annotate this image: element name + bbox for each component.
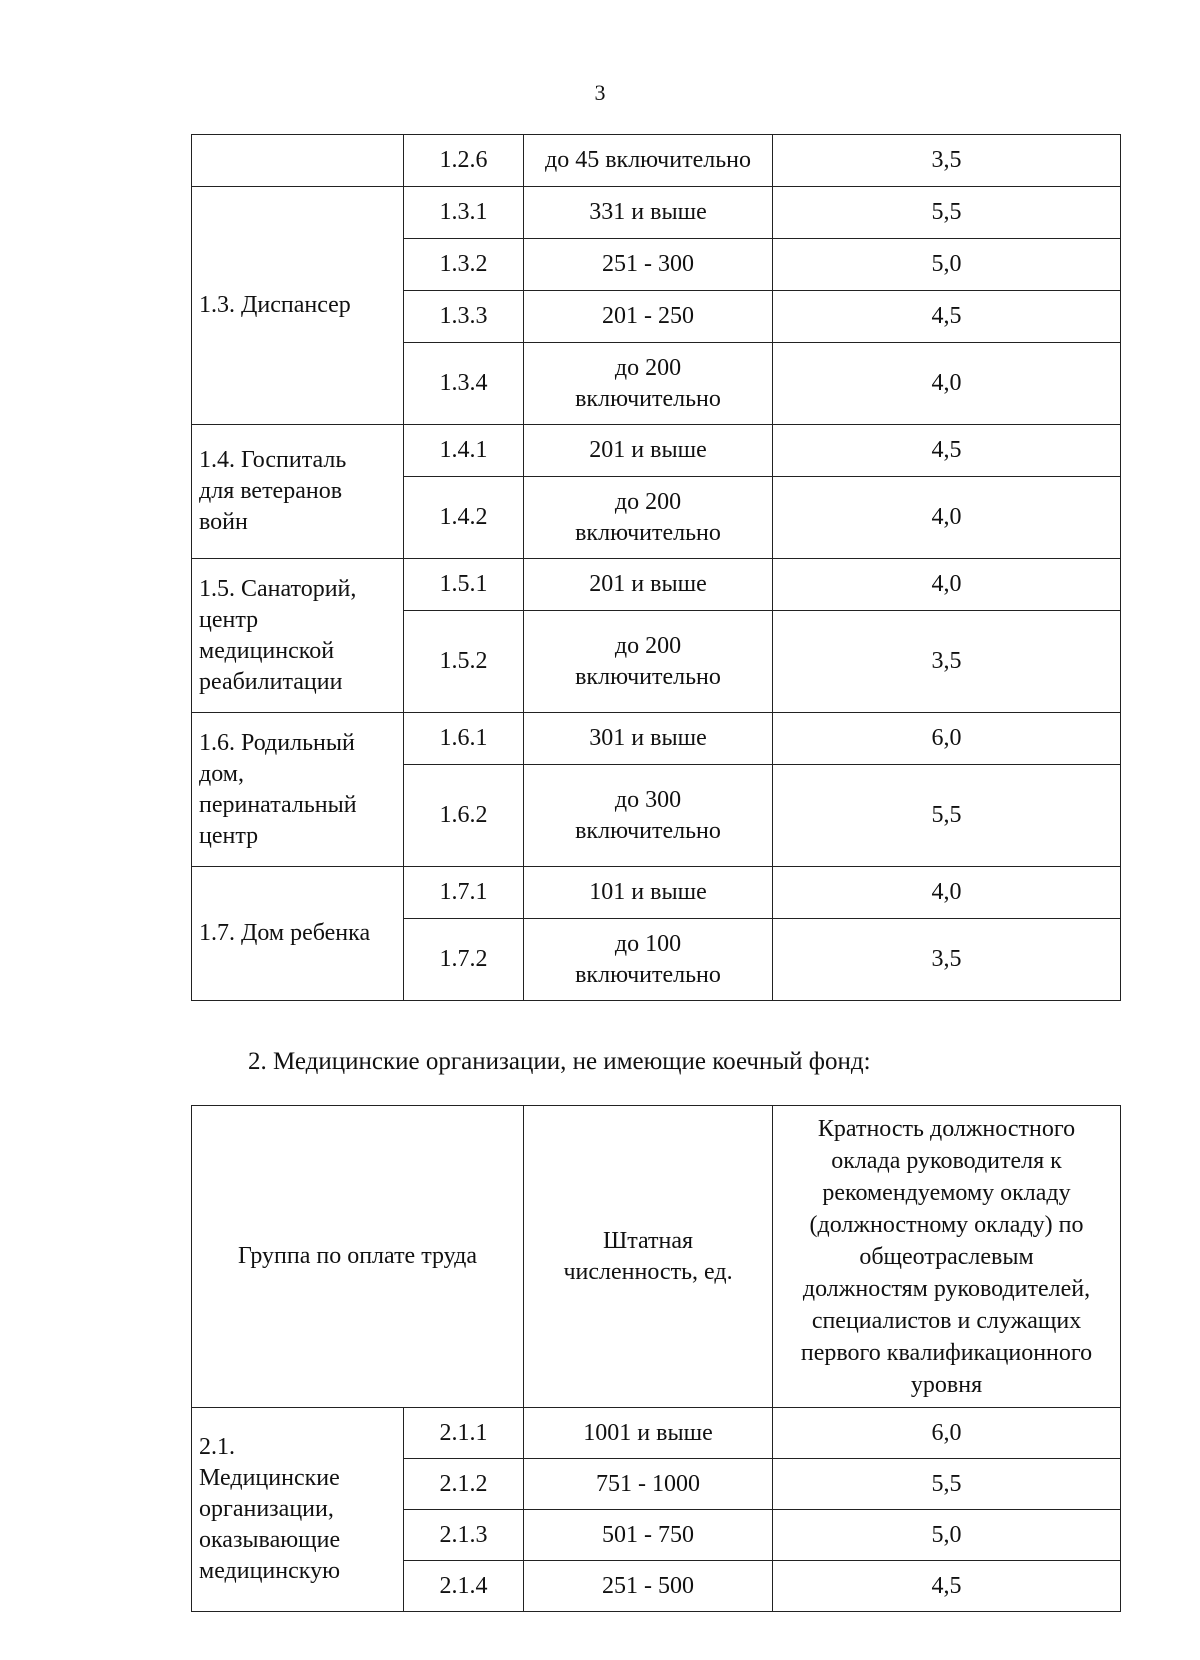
header-line: рекомендуемому окладу [822,1179,1071,1206]
code-cell: 2.1.1 [404,1408,524,1459]
header-line: (должностному окладу) по [809,1211,1084,1238]
ratio-cell: 5,5 [773,1459,1121,1510]
group-line: 1.4. Госпиталь [199,447,347,473]
header-staff [524,1106,773,1408]
range-cell: 201 - 250 [524,291,773,343]
range-line: включительно [575,663,721,690]
range-cell: до 45 включительно [524,135,773,187]
range-cell [524,343,773,425]
header-line: должностям руководителей, [802,1275,1091,1302]
code-cell: 2.1.3 [404,1510,524,1561]
code-cell: 2.1.2 [404,1459,524,1510]
range-cell: 101 и выше [524,867,773,919]
group-line: оказывающие [199,1527,341,1553]
code-cell: 1.7.1 [404,867,524,919]
group-line: перинатальный [199,791,357,818]
page-number: 3 [594,80,606,105]
group-cell [192,559,404,713]
range-line: включительно [575,817,721,844]
header-ratio [773,1106,1121,1408]
group-line: для ветеранов [199,478,343,504]
group-line: дом, [199,760,244,787]
range-line: до 100 [614,930,682,957]
range-line: до 200 [614,354,682,381]
range-cell [524,477,773,559]
group-cell [192,135,404,187]
ratio-cell: 4,0 [773,559,1121,611]
code-cell: 1.3.1 [404,187,524,239]
ratio-cell: 4,0 [773,343,1121,425]
range-line: включительно [575,385,721,412]
code-cell: 1.3.4 [404,343,524,425]
ratio-cell: 4,0 [773,867,1121,919]
ratio-cell: 3,5 [773,135,1121,187]
header-line: уровня [910,1371,983,1398]
ratio-cell: 5,0 [773,239,1121,291]
code-cell: 1.4.1 [404,425,524,477]
header-line: Штатная [602,1227,694,1254]
range-line: включительно [575,519,721,546]
section-title: 2. Медицинские организации, не имеющие коечный фонд: [248,1048,871,1075]
range-cell [524,611,773,713]
group-line: 2.1. [199,1434,235,1460]
group-line: организации, [199,1496,334,1522]
bed-capacity-table [191,134,1121,1001]
table-row [192,187,1121,239]
header-line: специалистов и служащих [811,1307,1082,1334]
range-cell: 201 и выше [524,559,773,611]
group-cell [192,1408,404,1612]
range-line: включительно [575,961,721,988]
ratio-cell: 3,5 [773,611,1121,713]
range-cell: 501 - 750 [524,1510,773,1561]
code-cell: 1.7.2 [404,919,524,1001]
range-cell: 201 и выше [524,425,773,477]
ratio-cell: 5,5 [773,187,1121,239]
ratio-cell: 4,5 [773,425,1121,477]
range-line: до 200 [614,488,682,515]
group-line: реабилитации [199,668,343,695]
code-cell: 1.6.2 [404,765,524,867]
group-line: войн [199,509,248,535]
staff-count-table [191,1105,1121,1612]
table-row [192,135,1121,187]
code-cell: 2.1.4 [404,1561,524,1612]
ratio-cell: 4,0 [773,477,1121,559]
table-row [192,559,1121,611]
ratio-cell: 5,0 [773,1510,1121,1561]
header-line: оклада руководителя к [831,1147,1062,1174]
group-line: Медицинские [199,1465,340,1491]
code-cell: 1.5.2 [404,611,524,713]
range-cell [524,765,773,867]
ratio-cell: 4,5 [773,1561,1121,1612]
code-cell: 1.2.6 [404,135,524,187]
code-cell: 1.6.1 [404,713,524,765]
header-line: численность, ед. [563,1258,733,1285]
range-cell: 251 - 300 [524,239,773,291]
group-line: центр [199,606,259,633]
table-row [192,713,1121,765]
table-row [192,867,1121,919]
range-line: до 200 [614,632,682,659]
group-line: медицинской [199,637,335,664]
ratio-cell: 6,0 [773,1408,1121,1459]
range-cell [524,919,773,1001]
header-line: общеотраслевым [859,1243,1034,1270]
range-cell: 1001 и выше [524,1408,773,1459]
group-line: 1.6. Родильный [199,729,355,756]
header-group: Группа по оплате труда [192,1106,524,1408]
group-cell: 1.7. Дом ребенка [192,867,404,1001]
table-row [192,425,1121,477]
group-line: медицинскую [199,1558,341,1584]
header-line: первого квалификационного [800,1339,1093,1366]
code-cell: 1.5.1 [404,559,524,611]
code-cell: 1.4.2 [404,477,524,559]
code-cell: 1.3.3 [404,291,524,343]
ratio-cell: 3,5 [773,919,1121,1001]
range-cell: 331 и выше [524,187,773,239]
group-cell: 1.3. Диспансер [192,187,404,425]
range-cell: 301 и выше [524,713,773,765]
range-cell: 251 - 500 [524,1561,773,1612]
group-cell [192,713,404,867]
header-line: Кратность должностного [817,1115,1076,1142]
group-line: 1.5. Санаторий, [199,575,357,602]
range-line: до 300 [614,786,682,813]
range-cell: 751 - 1000 [524,1459,773,1510]
table-row [192,1408,1121,1459]
group-cell [192,425,404,559]
ratio-cell: 6,0 [773,713,1121,765]
group-line: центр [199,822,259,849]
ratio-cell: 5,5 [773,765,1121,867]
table-header-row [192,1106,1121,1408]
ratio-cell: 4,5 [773,291,1121,343]
code-cell: 1.3.2 [404,239,524,291]
